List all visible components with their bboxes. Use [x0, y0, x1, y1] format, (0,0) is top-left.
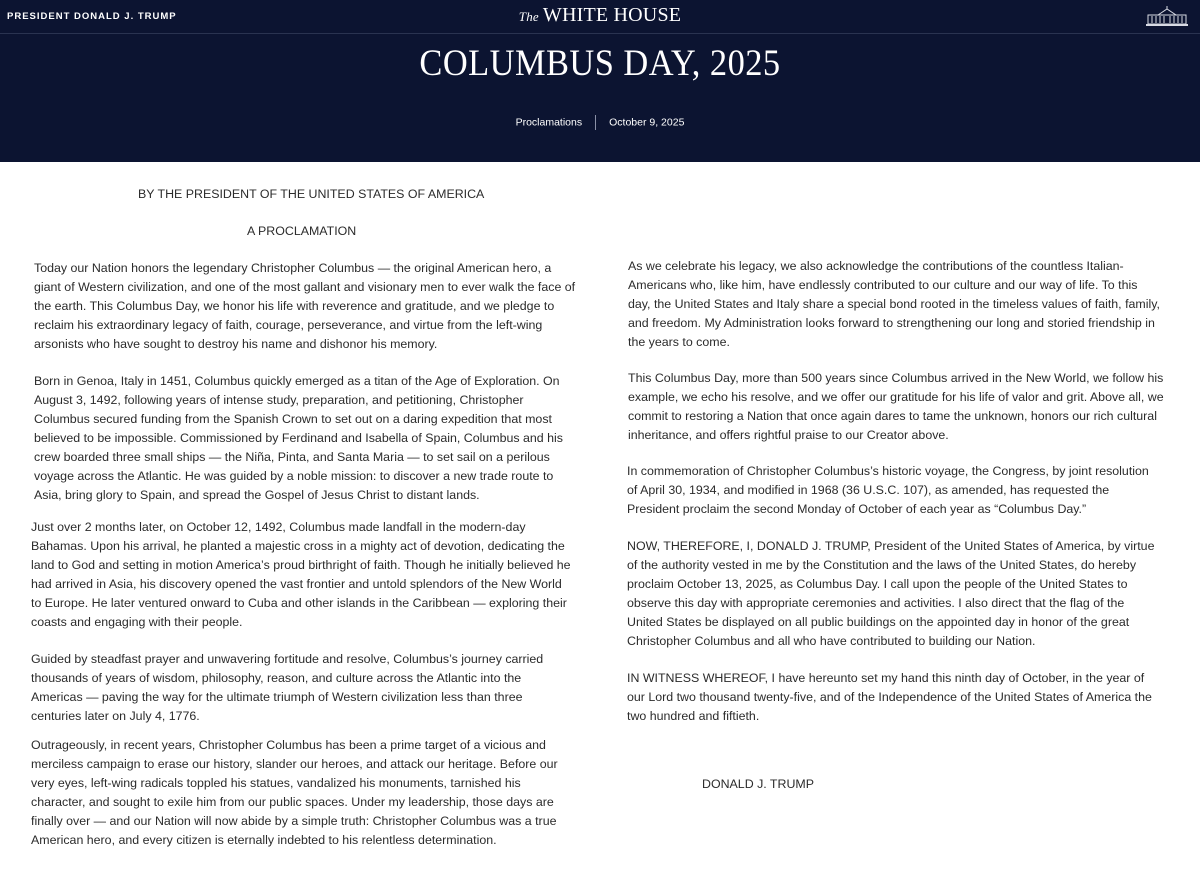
paragraph: Guided by steadfast prayer and unwavering fortitude and resolve, Columbus’s journey carried thousands of years of wisdom, philosophy, reason, and culture across the Atlantic into the Americas — paving the way for the ultimate triumph of Western civilization less than three centuries later on July 4, 1776.: [31, 652, 544, 723]
paragraph: Just over 2 months later, on October 12, 1492, Columbus made landfall in the modern-day Bahamas. Upon his arrival, he planted a majestic cross in a mighty act of devotion, dedicating the land to God and setting in motion America’s proud birthright of faith. Though he initially believed he had arrived in Asia, his discovery opened the vast frontier and untold splendors of the New World to Europe. He later ventured onward to Cuba and other islands in the Caribbean — exploring their coasts and engaging with their people.: [31, 520, 571, 629]
post-date: October 9, 2025: [609, 116, 685, 129]
meta-separator: [595, 115, 596, 130]
page-title: COLUMBUS DAY, 2025: [419, 43, 781, 84]
paragraph: NOW, THEREFORE, I, DONALD J. TRUMP, President of the United States of America, by virtue of the authority vested in me by the Constitution and the laws of the United States, do hereby proclaim October 13, 2025, as Columbus Day. I call upon the people of the United States to observe this day with appropriate ceremonies and activities. I also direct that the flag of the United States be displayed on all public buildings on the appointed day in honor of the great Christopher Columbus and all who have contributed to building our Nation.: [627, 539, 1155, 648]
category-link[interactable]: Proclamations: [515, 116, 583, 129]
logo-the: The: [518, 9, 539, 24]
header-divider: [0, 33, 1200, 34]
signature: DONALD J. TRUMP: [702, 777, 814, 791]
paragraph: Today our Nation honors the legendary Christopher Columbus — the original American hero, a giant of Western civilization, and one of the most gallant and visionary men to ever walk the face of the earth. This Columbus Day, we honor his life with reverence and gratitude, and we pledge to reclaim his extraordinary legacy of faith, courage, perseverance, and virtue from the left-wing arsonists who have sought to destroy his name and dishonor his memory.: [34, 261, 576, 351]
site-header: [0, 0, 1200, 162]
president-name-link[interactable]: PRESIDENT DONALD J. TRUMP: [7, 11, 177, 22]
paragraph: Born in Genoa, Italy in 1451, Columbus quickly emerged as a titan of the Age of Exploration. On August 3, 1492, following years of intense study, preparation, and petitioning, Christopher Columbus secured funding from the Spanish Crown to set out on a daring expedition that most believed to be impossible. Commissioned by Ferdinand and Isabella of Spain, Columbus and his crew boarded three small ships — the Niña, Pinta, and Santa Maria — to set sail on a perilous voyage across the Atlantic. He was guided by a noble mission: to discover a new trade route to Asia, bring glory to Spain, and spread the Gospel of Jesus Christ to distant lands.: [34, 374, 563, 502]
paragraph: IN WITNESS WHEREOF, I have hereunto set my hand this ninth day of October, in the year of our Lord two thousand twenty-five, and of the Independence of the United States of America the two hundred and fiftieth.: [627, 671, 1152, 723]
white-house-building-icon[interactable]: [1144, 6, 1190, 28]
post-meta: [0, 115, 1200, 130]
proclamation-label: A PROCLAMATION: [247, 224, 357, 238]
paragraph: This Columbus Day, more than 500 years since Columbus arrived in the New World, we follow his example, we echo his resolve, and we offer our gratitude for his life of valor and grit. Above all, we commit to restoring a Nation that once again dares to tame the unknown, honors our rich cultural inheritance, and offers rightful praise to our Creator above.: [628, 371, 1164, 442]
paragraph: As we celebrate his legacy, we also acknowledge the contributions of the countless Italian-Americans who, like him, have endlessly contributed to our culture and our way of life. To this day, the United States and Italy share a special bond rooted in the timeless values of faith, family, and freedom. My Administration looks forward to strengthening our long and storied friendship in the years to come.: [628, 259, 1160, 349]
logo-name: WHITE HOUSE: [542, 4, 682, 26]
white-house-logo[interactable]: [0, 4, 1200, 27]
paragraph: Outrageously, in recent years, Christopher Columbus has been a prime target of a vicious and merciless campaign to erase our history, slander our heroes, and attack our heritage. Before our very eyes, left-wing radicals toppled his statues, vandalized his monuments, tarnished his character, and sought to exile him from our public spaces. Under my leadership, those days are finally over — and our Nation will now abide by a simple truth: Christopher Columbus was a true American hero, and every citizen is eternally indebted to his relentless determination.: [31, 738, 558, 847]
by-line: BY THE PRESIDENT OF THE UNITED STATES OF AMERICA: [138, 187, 485, 201]
proclamation-body: [0, 162, 1200, 890]
paragraph: In commemoration of Christopher Columbus’s historic voyage, the Congress, by joint resolution of April 30, 1934, and modified in 1968 (36 U.S.C. 107), as amended, has requested the President proclaim the second Monday of October of each year as “Columbus Day.”: [627, 464, 1149, 516]
